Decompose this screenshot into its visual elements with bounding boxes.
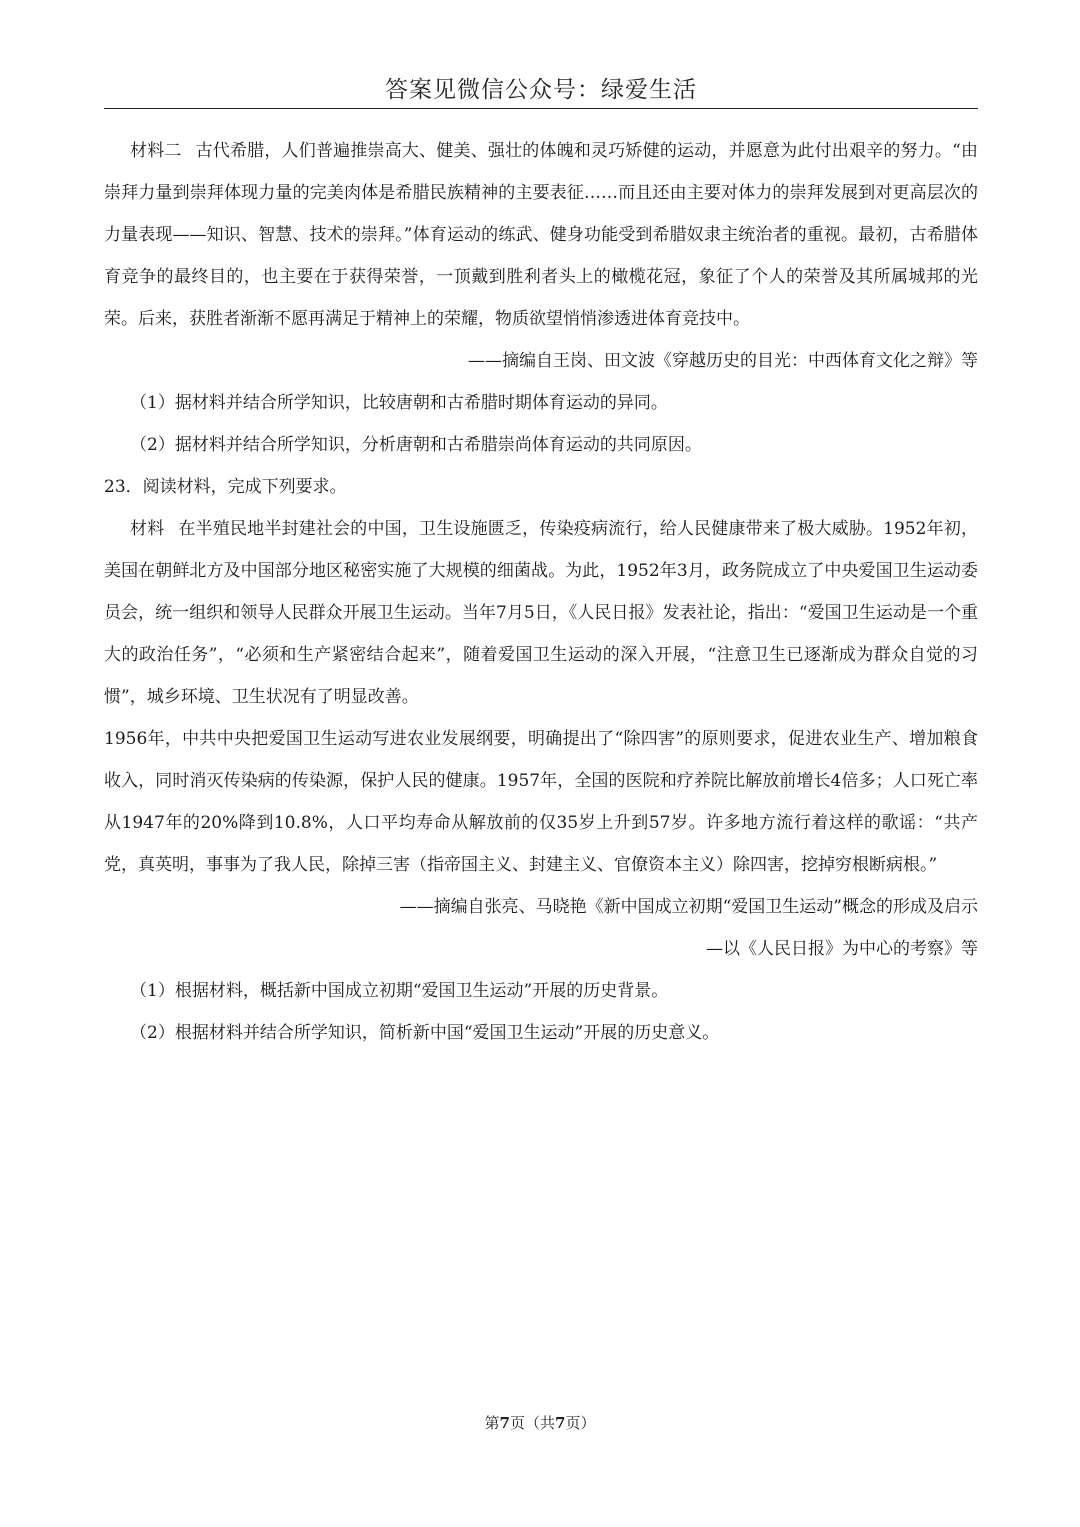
footer-total-pages: 7 [555, 1414, 566, 1432]
q22-material2-label: 材料二 [130, 141, 182, 161]
q23-material-paragraph-1 [104, 508, 978, 718]
footer-page-number: 7 [499, 1414, 510, 1432]
q23-material-paragraph-2: 1956年，中共中央把爱国卫生运动写进农业发展纲要，明确提出了“除四害”的原则要求，促进农业生产、增加粮食收入，同时消灭传染病的传染源，保护人民的健康。1957年，全国的医院和疗养院比解放前增长4倍多；人口死亡率从1947年的20%降到10.8%，人口平均寿命从解放前的仅35岁上升到57岁。许多地方流行着这样的歌谣：“共产党，真英明，事事为了我人民，除掉三害（指帝国主义、封建主义、官僚资本主义）除四害，挖掉穷根断病根。” [104, 729, 978, 875]
q23-material-label: 材料 [130, 519, 165, 539]
q22-material2-text: 古代希腊，人们普遍推崇高大、健美、强壮的体魄和灵巧矫健的运动，并愿意为此付出艰辛的努力。“由崇拜力量到崇拜体现力量的完美肉体是希腊民族精神的主要表征……而且还由主要对体力的崇拜发展到对更高层次的力量表现——知识、智慧、技术的崇拜。”体育运动的练武、健身功能受到希腊奴隶主统治者的重视。最初，古希腊体育竞争的最终目的，也主要在于获得荣誉，一顶戴到胜利者头上的橄榄花冠，象征了个人的荣誉及其所属城邦的光荣。后来，获胜者渐渐不愿再满足于精神上的荣耀，物质欲望悄悄渗透进体育竞技中。 [104, 141, 978, 329]
header-title: 答案见微信公众号：绿爱生活 [385, 77, 697, 103]
q22-question-2: （2）据材料并结合所学知识，分析唐朝和古希腊崇尚体育运动的共同原因。 [130, 435, 702, 455]
q23-question-2: （2）根据材料并结合所学知识，简析新中国“爱国卫生运动”开展的历史意义。 [130, 1023, 720, 1043]
q22-material2-paragraph [104, 130, 978, 340]
q23-source-line-1: ——摘编自张亮、马晓艳《新中国成立初期“爱国卫生运动”概念的形成及启示 [399, 897, 978, 917]
footer-suffix: 页） [565, 1414, 596, 1432]
q22-question-1: （1）据材料并结合所学知识，比较唐朝和古希腊时期体育运动的异同。 [130, 393, 668, 413]
q23-material-text-1: 在半殖民地半封建社会的中国，卫生设施匮乏，传染疫病流行，给人民健康带来了极大威胁。1952年初，美国在朝鲜北方及中国部分地区秘密实施了大规模的细菌战。为此，1952年3月，政务院成立了中央爱国卫生运动委员会，统一组织和领导人民群众开展卫生运动。当年7月5日，《人民日报》发表社论，指出：“爱国卫生运动是一个重大的政治任务”，“必须和生产紧密结合起来”，随着爱国卫生运动的深入开展，“注意卫生已逐渐成为群众自觉的习惯”，城乡环境、卫生状况有了明显改善。 [104, 519, 979, 707]
page-content [104, 130, 978, 1054]
q23-title: 23．阅读材料，完成下列要求。 [104, 477, 347, 497]
q23-question-1: （1）根据材料，概括新中国成立初期“爱国卫生运动”开展的历史背景。 [130, 981, 669, 1001]
q22-source: ——摘编自王岗、田文波《穿越历史的目光：中西体育文化之辩》等 [468, 351, 978, 371]
q23-source-line-2: —以《人民日报》为中心的考察》等 [706, 939, 978, 959]
footer-middle: 页（共 [509, 1414, 555, 1432]
page-header [104, 72, 978, 109]
page-footer [0, 1412, 1080, 1433]
footer-prefix: 第 [484, 1414, 500, 1432]
